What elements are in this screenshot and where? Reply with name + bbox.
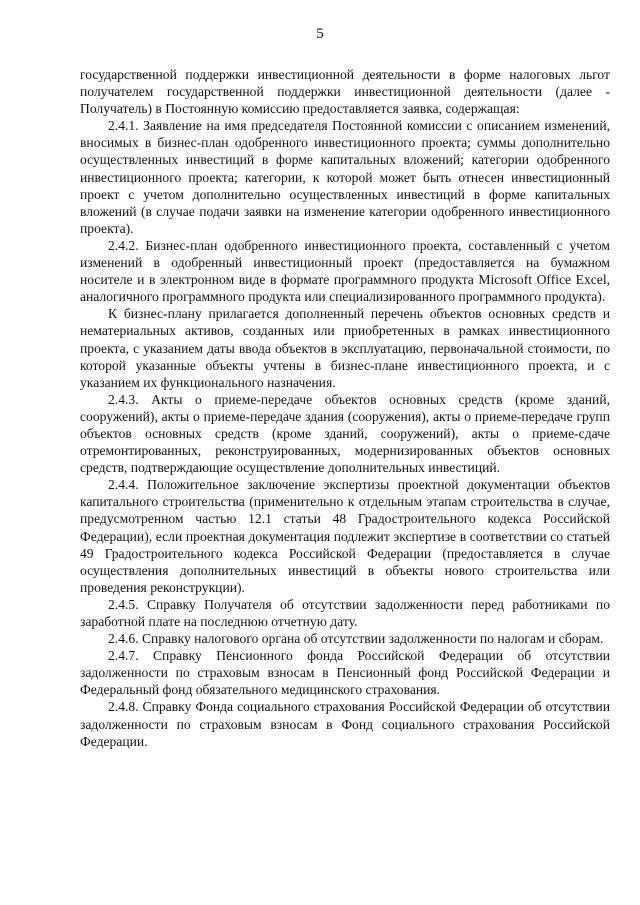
paragraph-2-4-2: 2.4.2. Бизнес-план одобренного инвестиционного проекта, составленный с учетом изменений в одобренный инвестиционный проект (предоставляется на бумажном носителе и в электронном виде в формате программного продукта Microsoft Office Excel, аналогичного программного продукта или специализированного программного продукта).	[80, 237, 610, 305]
paragraph-business-plan-appendix: К бизнес-плану прилагается дополненный перечень объектов основных средств и нематериальных активов, созданных или приобретенных в рамках инвестиционного проекта, с указанием даты ввода объектов в эксплуатацию, первоначальной стоимости, по которой указанные объекты учтены в бизнес-плане инвестиционного проекта, и с указанием их функционального назначения.	[80, 306, 610, 390]
paragraph-2-4-5: 2.4.5. Справку Получателя об отсутствии задолженности перед работниками по заработной плате на последнюю отчетную дату.	[80, 596, 610, 629]
paragraph-2-4-1: 2.4.1. Заявление на имя председателя Постоянной комиссии с описанием изменений, вносимых в бизнес-план одобренного инвестиционного проекта; суммы дополнительно осуществленных инвестиций в форме капитальных вложений; категории одобренного инвестиционного проекта; категории, к которой может быть отнесен инвестиционный проект с учетом дополнительно осуществленных инвестиций в форме капитальных вложений (в случае подачи заявки на изменение категории одобренного инвестиционного проекта).	[80, 118, 610, 236]
paragraph-2-4-3: 2.4.3. Акты о приеме-передаче объектов основных средств (кроме зданий, сооружений), акты о приеме-передаче здания (сооружения), акты о приеме-передаче групп объектов основных средств (кроме зданий, сооружений), акты о приеме-сдаче отремонтированных, реконструированных, модернизированных объектов основных средств, подтверждающие осуществление дополнительных инвестиций.	[80, 391, 610, 476]
paragraph-2-4-4: 2.4.4. Положительное заключение экспертизы проектной документации объектов капитального строительства (применительно к отдельным этапам строительства в случае, предусмотренном частью 12.1 статьи 48 Градостроительного кодекса Российской Федерации), если проектная документация подлежит экспертизе в соответствии со статьей 49 Градостроительного кодекса Российской Федерации (предоставляется в случае осуществления дополнительных инвестиций в объекты нового строительства или проведения реконструкции).	[80, 477, 610, 595]
document-body	[80, 66, 610, 750]
paragraph-intro: государственной поддержки инвестиционной деятельности в форме налоговых льгот получателем государственной поддержки инвестиционной деятельности (далее - Получатель) в Постоянную комиссию предоставляется заявка, содержащая:	[80, 67, 610, 117]
page-number: 5	[316, 26, 324, 42]
paragraph-2-4-7: 2.4.7. Справку Пенсионного фонда Российской Федерации об отсутствии задолженности по страховым взносам в Пенсионный фонд Российской Федерации и Федеральный фонд обязательного медицинского страхования.	[80, 648, 610, 698]
paragraph-2-4-6: 2.4.6. Справку налогового органа об отсутствии задолженности по налогам и сборам.	[108, 631, 604, 647]
paragraph-2-4-8: 2.4.8. Справку Фонда социального страхования Российской Федерации об отсутствии задолженности по страховым взносам в Фонд социального страхования Российской Федерации.	[80, 699, 610, 749]
